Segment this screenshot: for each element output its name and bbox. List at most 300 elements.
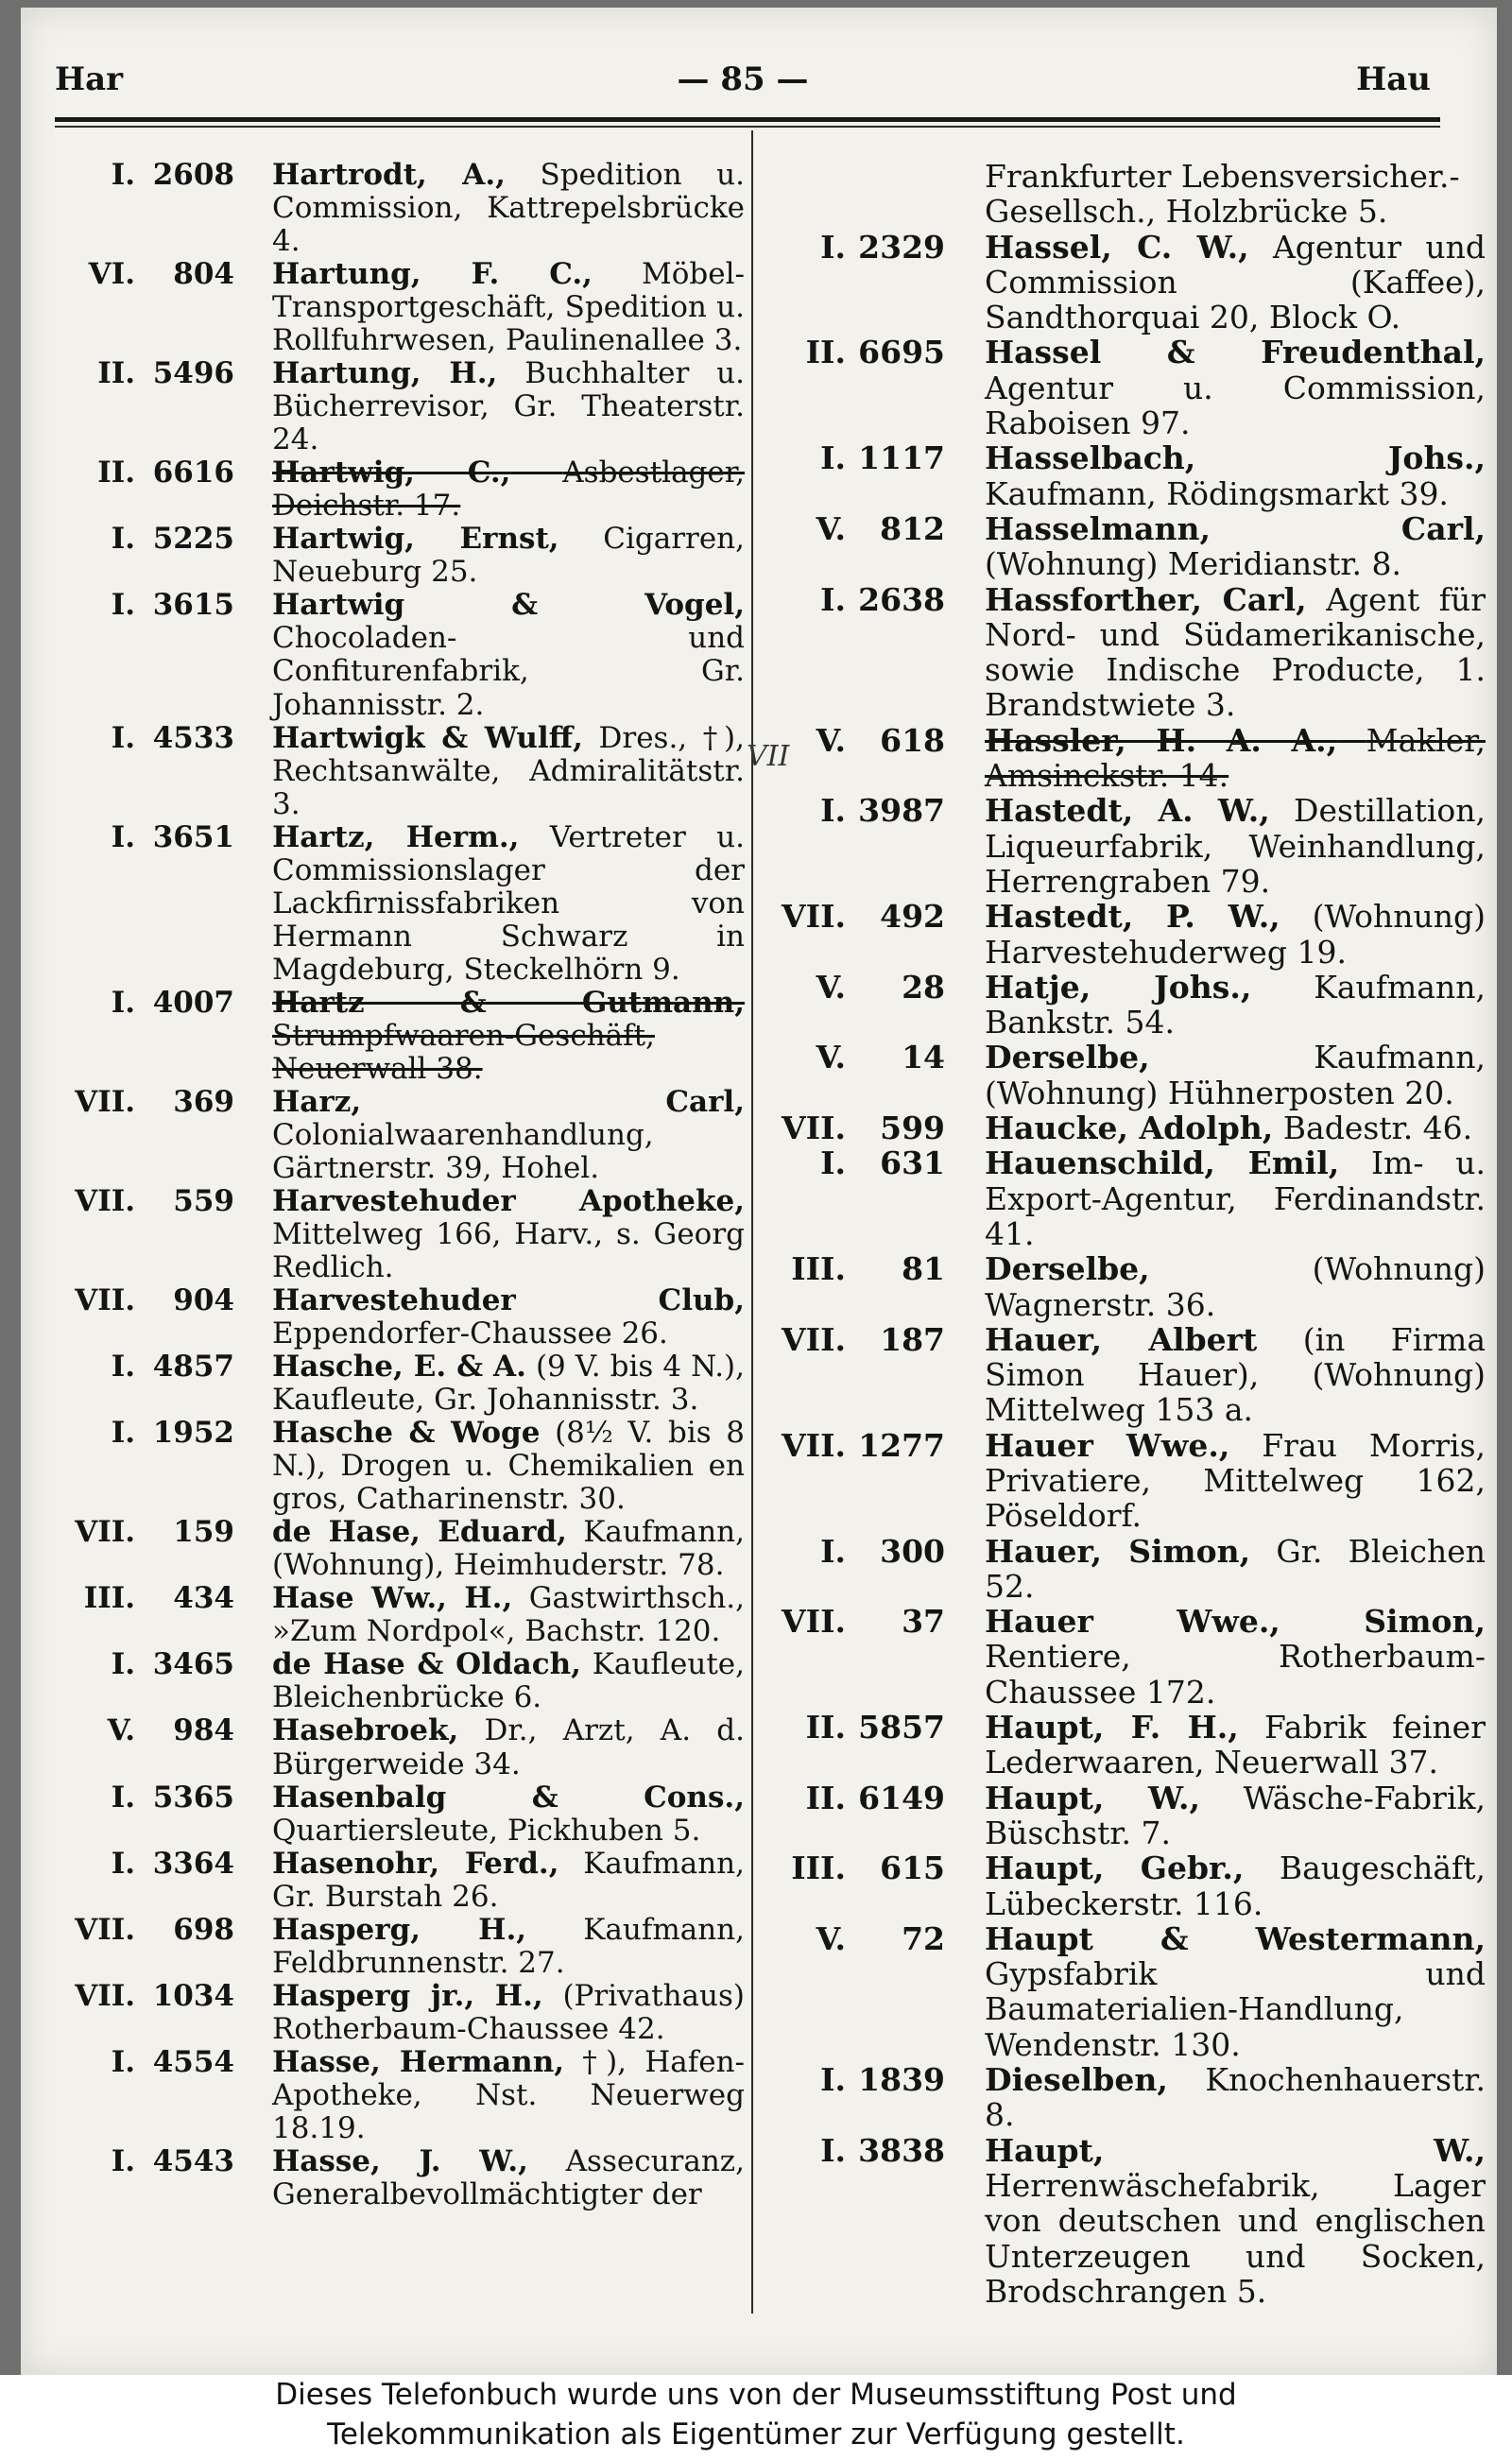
phone-number: 37 (902, 1603, 945, 1641)
entry-body (985, 1534, 1486, 1605)
phone-reference (55, 1648, 234, 1681)
exchange-district: I. (111, 1780, 135, 1815)
entry-body (985, 970, 1486, 1041)
entry-body (272, 258, 745, 357)
directory-entry (767, 1428, 1486, 1534)
phone-number: 812 (880, 509, 945, 547)
entry-body (272, 1516, 745, 1582)
directory-entry (55, 987, 745, 1086)
exchange-district: III. (791, 1849, 846, 1887)
phone-number: 698 (173, 1912, 234, 1947)
header-right-keyword: Hau (1356, 60, 1431, 98)
entry-body (985, 230, 1486, 335)
subscriber-details: Makler, Amsinckstr. 14. (985, 721, 1486, 795)
subscriber-details: Kaufmann, Bankstr. 54. (985, 968, 1486, 1041)
exchange-district: I. (820, 1532, 846, 1570)
phone-reference (55, 456, 234, 490)
phone-number: 2329 (858, 228, 945, 266)
phone-number: 81 (902, 1250, 945, 1288)
header-rule-thick (55, 117, 1440, 122)
exchange-district: II. (97, 356, 135, 391)
exchange-district: I. (111, 1350, 135, 1385)
entry-body (985, 1604, 1486, 1710)
subscriber-name: Hassel, C. W., (985, 228, 1249, 266)
directory-page (21, 8, 1497, 2375)
directory-entry (55, 2145, 745, 2211)
phone-reference (767, 1322, 945, 1357)
exchange-district: VII. (75, 1283, 135, 1318)
directory-entry (55, 258, 745, 357)
exchange-district: VII. (782, 1426, 846, 1464)
exchange-district: I. (820, 580, 846, 618)
directory-entry (767, 440, 1486, 511)
directory-entry (55, 1582, 745, 1648)
exchange-district: I. (111, 522, 135, 557)
exchange-district: VII. (75, 1912, 135, 1947)
directory-entry (767, 723, 1486, 794)
entry-body (272, 1914, 745, 1980)
phone-number: 3615 (152, 588, 234, 623)
entry-body (985, 1850, 1486, 1921)
directory-entry (55, 159, 745, 258)
phone-number: 904 (173, 1283, 234, 1318)
subscriber-name: Harvestehuder Apotheke, (272, 1183, 745, 1218)
subscriber-name: de Hase, Eduard, (272, 1515, 567, 1550)
directory-entry (55, 1086, 745, 1185)
phone-reference (55, 1714, 234, 1747)
subscriber-details: Kaufmann, (Wohnung), Heimhuderstr. 78. (272, 1515, 745, 1583)
directory-entry (55, 1781, 745, 1848)
subscriber-details: Eppendorfer-Chaussee 26. (272, 1316, 668, 1351)
directory-entry (55, 1848, 745, 1914)
directory-entry (767, 1040, 1486, 1110)
exchange-district: VII. (782, 1320, 846, 1358)
exchange-district: VII. (75, 1183, 135, 1218)
exchange-district: VII. (75, 1084, 135, 1119)
directory-entry (767, 1710, 1486, 1780)
phone-number: 3465 (152, 1647, 234, 1682)
subscriber-details: (9 V. bis 4 N.), Kaufleute, Gr. Johannisstr. 3. (272, 1350, 746, 1418)
entry-body (272, 2046, 745, 2145)
subscriber-name: Hartung, H., (272, 356, 498, 391)
exchange-district: I. (111, 158, 135, 192)
phone-number: 6616 (152, 456, 234, 490)
subscriber-details: Agentur und Commission (Kaffee), Sandthorquai 20, Block O. (985, 228, 1486, 336)
entry-body (985, 1040, 1486, 1110)
phone-number: 559 (173, 1183, 234, 1218)
subscriber-details: Assecuranz, Generalbevollmächtigter der (272, 2143, 745, 2211)
phone-number: 615 (880, 1849, 945, 1887)
phone-number: 599 (880, 1110, 945, 1147)
directory-entry (55, 1350, 745, 1417)
directory-entry (55, 821, 745, 987)
entry-body (985, 793, 1486, 899)
header-rule-thin (55, 126, 1440, 128)
exchange-district: I. (111, 1416, 135, 1451)
phone-reference (767, 1251, 945, 1286)
phone-number: 618 (880, 721, 945, 759)
page-header (55, 60, 1431, 117)
subscriber-name: Hartwig, C., (272, 456, 511, 490)
directory-entry (767, 1850, 1486, 1921)
footer-line-2: Telekommunikation als Eigentümer zur Verfügung gestellt. (327, 2417, 1185, 2451)
subscriber-details: Gastwirthsch., »Zum Nordpol«, Bachstr. 120. (272, 1581, 745, 1649)
directory-entry (767, 582, 1486, 723)
subscriber-details: Strumpfwaaren-Geschäft, Neuerwall 38. (272, 1018, 655, 1086)
subscriber-details: Rentiere, Rotherbaum-Chaussee 172. (985, 1638, 1486, 1711)
subscriber-name: Harvestehuder Club, (272, 1283, 745, 1318)
phone-reference (55, 722, 234, 755)
phone-reference (55, 2145, 234, 2178)
phone-reference (767, 1534, 945, 1569)
phone-number: 369 (173, 1084, 234, 1119)
phone-reference (55, 159, 234, 192)
directory-entry (767, 1251, 1486, 1322)
subscriber-details: Im- u. Export-Agentur, Ferdinandstr. 41. (985, 1144, 1486, 1252)
entry-body (985, 1710, 1486, 1780)
directory-entry (767, 970, 1486, 1041)
subscriber-name: Haupt, W., (985, 1779, 1200, 1816)
entry-body (985, 335, 1486, 440)
header-left-keyword: Har (55, 60, 124, 98)
phone-reference (767, 230, 945, 265)
phone-reference (767, 582, 945, 617)
phone-number: 492 (880, 898, 945, 936)
entry-body (985, 1428, 1486, 1534)
subscriber-details: Cigarren, Neueburg 25. (272, 522, 745, 590)
exchange-district: I. (111, 720, 135, 755)
subscriber-name: Harz, Carl, (272, 1084, 745, 1119)
footer-notice (0, 2375, 1512, 2460)
phone-reference (767, 1604, 945, 1639)
subscriber-details: (8½ V. bis 8 N.), Drogen u. Chemikalien en gros, Catharinenstr. 30. (272, 1416, 745, 1517)
subscriber-details: Mittelweg 166, Harv., s. Georg Redlich. (272, 1217, 745, 1285)
subscriber-details: Wäsche-Fabrik, Büschstr. 7. (985, 1779, 1486, 1851)
phone-number: 14 (902, 1039, 945, 1076)
entry-body (985, 582, 1486, 723)
directory-entry (55, 1516, 745, 1582)
phone-reference (55, 1848, 234, 1881)
exchange-district: I. (820, 439, 846, 477)
subscriber-details: Badestr. 46. (1282, 1110, 1473, 1147)
subscriber-name: Hassel & Freudenthal, (985, 334, 1486, 371)
subscriber-name: Hartz & Gutmann, (272, 985, 745, 1020)
subscriber-details: †), Hafen-Apotheke, Nst. Neuerweg 18.19. (272, 2044, 746, 2145)
phone-reference (55, 821, 234, 854)
subscriber-details: Gr. Bleichen 52. (985, 1532, 1486, 1605)
directory-entry (767, 2062, 1486, 2133)
subscriber-details: (in Firma Simon Hauer), (Wohnung) Mittelweg 153 a. (985, 1320, 1486, 1429)
phone-number: 804 (173, 257, 234, 292)
subscriber-details: Dres., †), Rechtsanwälte, Admiralitätstr. 3. (272, 720, 745, 821)
subscriber-details: Colonialwaarenhandlung, Gärtnerstr. 39, Hohel. (272, 1117, 654, 1185)
phone-number: 3364 (152, 1846, 234, 1881)
exchange-district: II. (97, 456, 135, 490)
phone-number: 72 (902, 1919, 945, 1957)
entry-body (272, 1350, 745, 1417)
phone-reference (55, 1516, 234, 1549)
directory-entry (55, 1914, 745, 1980)
directory-entry (767, 793, 1486, 899)
phone-reference (55, 2046, 234, 2079)
phone-number: 434 (173, 1581, 234, 1616)
directory-entry (767, 335, 1486, 440)
subscriber-name: Hartwig, Ernst, (272, 522, 559, 557)
handwritten-margin-note: VII (747, 740, 790, 773)
entry-body (272, 1185, 745, 1284)
phone-reference (55, 1914, 234, 1947)
entry-body (985, 440, 1486, 511)
phone-reference (55, 357, 234, 390)
page-number: — 85 — (677, 60, 809, 98)
subscriber-name: Hasperg, H., (272, 1912, 527, 1947)
directory-entry (55, 1417, 745, 1516)
entry-body (272, 1714, 745, 1780)
subscriber-name: Hasselbach, Johs., (985, 439, 1486, 477)
subscriber-name: Haucke, Adolph, (985, 1110, 1274, 1147)
directory-entry (55, 589, 745, 721)
phone-number: 5365 (152, 1780, 234, 1815)
subscriber-details: Agent für Nord- und Südamerikanische, sowie Indische Producte, 1. Brandstwiete 3. (985, 580, 1486, 724)
phone-number: 4007 (152, 985, 234, 1020)
phone-number: 1839 (858, 2061, 945, 2099)
subscriber-name: Hassler, H. A. A., (985, 721, 1338, 759)
entry-body (985, 899, 1486, 970)
directory-entry (767, 1534, 1486, 1605)
subscriber-details: (Wohnung) Harvestehuderweg 19. (985, 898, 1486, 971)
entry-body (985, 723, 1486, 794)
continuation-text: Frankfurter Lebensversicher.-Gesellsch., Holzbrücke 5. (985, 158, 1460, 231)
entry-body (272, 1582, 745, 1648)
subscriber-name: Hasselmann, Carl, (985, 509, 1486, 547)
entry-body (272, 1980, 745, 2046)
subscriber-details: Baugeschäft, Lübeckerstr. 116. (985, 1849, 1486, 1922)
phone-reference (767, 793, 945, 828)
subscriber-name: Hasse, Hermann, (272, 2044, 565, 2079)
directory-entry (55, 456, 745, 523)
exchange-district: VII. (782, 898, 846, 936)
subscriber-details: Kaufmann, Feldbrunnenstr. 27. (272, 1912, 745, 1980)
subscriber-details: Kaufmann, Rödingsmarkt 39. (985, 474, 1449, 512)
phone-number: 984 (173, 1713, 234, 1748)
phone-reference (767, 1428, 945, 1463)
entry-body (985, 2062, 1486, 2133)
subscriber-name: Hauer Wwe., (985, 1426, 1230, 1464)
subscriber-details: Dr., Arzt, A. d. Bürgerweide 34. (272, 1713, 745, 1781)
directory-entry (767, 2133, 1486, 2309)
phone-reference (55, 1980, 234, 2013)
subscriber-name: Hasse, J. W., (272, 2143, 528, 2178)
entry-body (985, 1251, 1486, 1322)
footer-line-1: Dieses Telefonbuch wurde uns von der Museumsstiftung Post und (275, 2378, 1237, 2412)
exchange-district: I. (820, 1144, 846, 1182)
phone-reference (767, 1850, 945, 1885)
subscriber-name: Hasche & Woge (272, 1416, 541, 1451)
exchange-district: V. (816, 509, 846, 547)
exchange-district: I. (820, 2131, 846, 2169)
entry-body (985, 1322, 1486, 1428)
directory-entry (55, 1980, 745, 2046)
phone-number: 4543 (152, 2143, 234, 2178)
entry-body (272, 159, 745, 258)
phone-reference (767, 1145, 945, 1180)
phone-reference (55, 1781, 234, 1815)
entry-body (272, 1417, 745, 1516)
entry-body (985, 1921, 1486, 2062)
subscriber-name: Hasche, E. & A. (272, 1350, 526, 1385)
exchange-district: I. (111, 819, 135, 854)
exchange-district: I. (820, 2061, 846, 2099)
left-column (55, 159, 745, 2211)
phone-reference (767, 511, 945, 546)
exchange-district: I. (820, 792, 846, 830)
entry-body (272, 1648, 745, 1714)
subscriber-name: Hauer, Albert (985, 1320, 1258, 1358)
directory-entry (767, 511, 1486, 582)
entry-body (272, 821, 745, 987)
phone-reference (767, 335, 945, 370)
directory-entry (767, 230, 1486, 335)
subscriber-name: Hartwigk & Wulff, (272, 720, 583, 755)
subscriber-details: Möbel-Transportgeschäft, Spedition u. Rollfuhrwesen, Paulinenallee 3. (272, 257, 745, 358)
subscriber-details: Destillation, Liqueurfabrik, Weinhandlung, Herrengraben 79. (985, 792, 1486, 900)
exchange-district: I. (820, 228, 846, 266)
exchange-district: III. (791, 1250, 846, 1288)
directory-entry (767, 1604, 1486, 1710)
column-divider (751, 130, 753, 2314)
entry-body (985, 1145, 1486, 1251)
exchange-district: VII. (75, 1515, 135, 1550)
subscriber-details: Spedition u. Commission, Kattrepelsbrücke 4. (272, 158, 745, 259)
exchange-district: I. (111, 1846, 135, 1881)
exchange-district: V. (816, 721, 846, 759)
subscriber-details: Kaufleute, Bleichenbrücke 6. (272, 1647, 745, 1715)
phone-number: 1952 (152, 1416, 234, 1451)
subscriber-details: Quartiersleute, Pickhuben 5. (272, 1813, 701, 1848)
phone-reference (767, 1780, 945, 1815)
subscriber-name: Hartrodt, A., (272, 158, 506, 192)
phone-reference (767, 1040, 945, 1075)
subscriber-details: Gypsfabrik und Baumaterialien-Handlung, Wendenstr. 130. (985, 1955, 1486, 2063)
phone-number: 187 (880, 1320, 945, 1358)
phone-number: 5496 (152, 356, 234, 391)
subscriber-name: Hartung, F. C., (272, 257, 593, 292)
subscriber-details: (Privathaus) Rotherbaum-Chaussee 42. (272, 1978, 745, 2046)
directory-entry (55, 523, 745, 589)
entry-body (272, 1848, 745, 1914)
phone-reference (767, 1921, 945, 1956)
exchange-district: I. (111, 588, 135, 623)
subscriber-details: Knochenhauerstr. 8. (985, 2061, 1486, 2134)
subscriber-details: (Wohnung) Meridianstr. 8. (985, 545, 1401, 583)
phone-reference (55, 1417, 234, 1450)
subscriber-name: Hartz, Herm., (272, 819, 520, 854)
entry-body (985, 1780, 1486, 1851)
directory-entry (55, 1284, 745, 1350)
phone-number: 6695 (858, 334, 945, 371)
phone-number: 3987 (858, 792, 945, 830)
exchange-district: I. (111, 1647, 135, 1682)
phone-number: 1117 (858, 439, 945, 477)
subscriber-details: Buchhalter u. Bücherrevisor, Gr. Theaterstr. 24. (272, 356, 745, 457)
directory-entry (55, 1714, 745, 1780)
directory-entry (767, 1322, 1486, 1428)
phone-reference (55, 1350, 234, 1384)
phone-reference (55, 987, 234, 1020)
subscriber-details: Kaufmann, Gr. Burstah 26. (272, 1846, 745, 1914)
subscriber-name: Haupt & Westermann, (985, 1919, 1486, 1957)
entry-body (272, 589, 745, 721)
subscriber-details: Chocoladen- und Confiturenfabrik, Gr. Johannisstr. 2. (272, 621, 745, 722)
entry-body (272, 1086, 745, 1185)
directory-entry (55, 2046, 745, 2145)
phone-number: 4857 (152, 1350, 234, 1385)
phone-number: 2638 (858, 580, 945, 618)
exchange-district: VI. (88, 257, 135, 292)
subscriber-name: Hartwig & Vogel, (272, 588, 745, 623)
subscriber-name: Haupt, Gebr., (985, 1849, 1245, 1887)
exchange-district: III. (83, 1581, 135, 1616)
exchange-district: II. (805, 1779, 846, 1816)
subscriber-name: Hauer Wwe., Simon, (985, 1603, 1486, 1641)
exchange-district: VII. (782, 1110, 846, 1147)
subscriber-details: Vertreter u. Commissionslager der Lackfirnissfabriken von Hermann Schwarz in Magdeburg, Steckelhörn 9. (272, 819, 746, 987)
phone-number: 2608 (152, 158, 234, 192)
phone-number: 159 (173, 1515, 234, 1550)
phone-number: 1277 (858, 1426, 945, 1464)
subscriber-name: Dieselben, (985, 2061, 1168, 2099)
directory-entry (55, 1648, 745, 1714)
phone-number: 3651 (152, 819, 234, 854)
entry-body (272, 523, 745, 589)
subscriber-details: Kaufmann, (Wohnung) Hühnerposten 20. (985, 1039, 1486, 1111)
subscriber-name: Haupt, F. H., (985, 1709, 1239, 1746)
phone-reference (767, 2133, 945, 2168)
subscriber-name: Hasenohr, Ferd., (272, 1846, 559, 1881)
phone-reference (55, 1086, 234, 1119)
subscriber-details: Herrenwäschefabrik, Lager von deutschen und englischen Unterzeugen und Socken, Brodschrangen 5. (985, 2166, 1486, 2310)
directory-entry (767, 899, 1486, 970)
phone-reference (767, 1710, 945, 1745)
subscriber-details: Agentur u. Commission, Raboisen 97. (985, 369, 1486, 442)
phone-reference (55, 523, 234, 556)
phone-reference (767, 899, 945, 934)
exchange-district: II. (805, 1709, 846, 1746)
subscriber-name: Hasenbalg & Cons., (272, 1780, 745, 1815)
directory-entry (55, 1185, 745, 1284)
subscriber-details: Fabrik feiner Lederwaaren, Neuerwall 37. (985, 1709, 1486, 1781)
phone-number: 5225 (152, 522, 234, 557)
subscriber-name: Derselbe, (985, 1250, 1150, 1288)
entry-body (272, 987, 745, 1086)
phone-reference (767, 970, 945, 1005)
subscriber-details: Frau Morris, Privatiere, Mittelweg 162, Pöseldorf. (985, 1426, 1486, 1535)
right-column (767, 159, 1486, 2309)
entry-body (272, 357, 745, 456)
directory-entry (767, 1780, 1486, 1851)
subscriber-name: Hastedt, A. W., (985, 792, 1270, 830)
exchange-district: VII. (75, 1978, 135, 2013)
phone-reference (767, 2062, 945, 2097)
entry-body (272, 1284, 745, 1350)
exchange-district: I. (111, 985, 135, 1020)
directory-entry (767, 1921, 1486, 2062)
subscriber-name: de Hase & Oldach, (272, 1647, 581, 1682)
phone-reference (55, 1284, 234, 1317)
entry-body (272, 456, 745, 523)
directory-entry (55, 357, 745, 456)
continuation-entry (767, 159, 1486, 230)
